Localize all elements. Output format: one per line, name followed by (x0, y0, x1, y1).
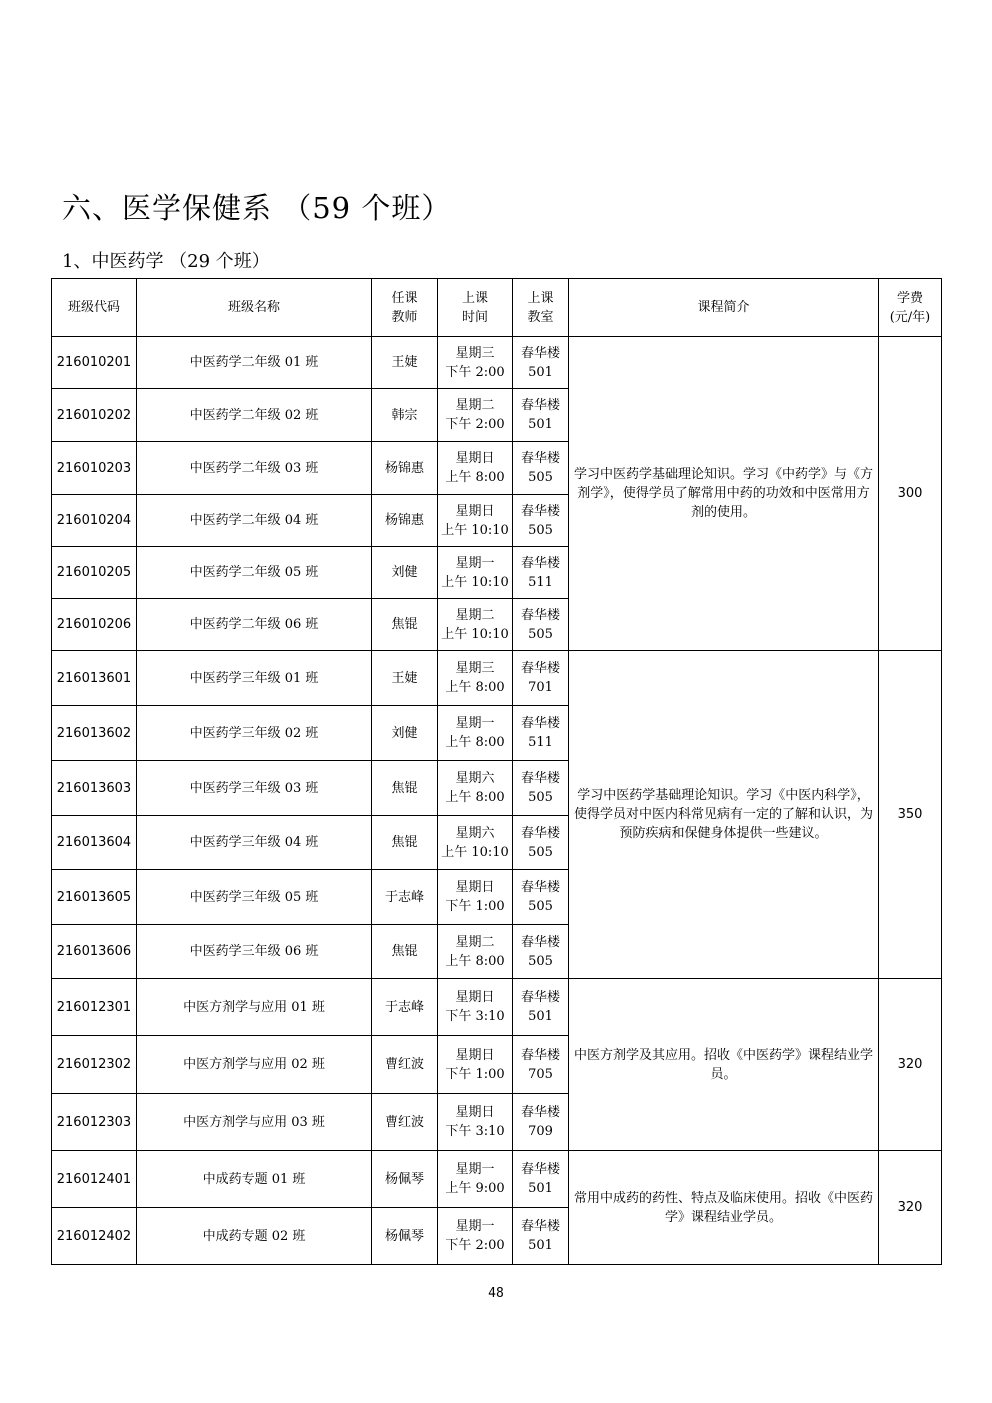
tuition-fee (879, 979, 942, 1151)
time-text: 下午 1:00 (445, 899, 505, 914)
classroom (513, 442, 569, 495)
teacher-text: 焦锟 (391, 835, 418, 850)
class-code (52, 761, 137, 816)
day-text: 星期一 (455, 716, 495, 731)
time-text: 下午 3:10 (445, 1124, 505, 1139)
day-text: 星期日 (455, 451, 495, 466)
building-text: 春华楼 (520, 1047, 560, 1063)
tuition-fee (879, 1151, 942, 1265)
teacher (372, 1208, 438, 1265)
class-time (438, 1151, 513, 1208)
teacher (372, 761, 438, 816)
class-code-text: 216012303 (56, 1114, 132, 1130)
day-text: 星期二 (455, 934, 495, 950)
building-text: 春华楼 (520, 880, 560, 895)
building-text: 春华楼 (520, 398, 560, 413)
day-text: 星期六 (455, 771, 495, 786)
classroom (513, 599, 569, 651)
day-text: 星期二 (455, 398, 495, 413)
tuition-fee-text: 320 (897, 1200, 923, 1215)
day-text: 星期日 (455, 880, 495, 895)
teacher (372, 925, 438, 979)
time-text: 上午 10:10 (441, 574, 509, 590)
teacher-text: 曹红波 (384, 1114, 424, 1130)
building-text: 春华楼 (520, 345, 560, 361)
class-code (52, 1094, 137, 1151)
course-intro (569, 1151, 879, 1265)
room-text: 701 (528, 680, 553, 695)
day-text: 星期三 (455, 345, 495, 361)
teacher (372, 706, 438, 761)
class-name (137, 547, 372, 599)
class-code-text: 216010205 (56, 565, 132, 580)
room-text: 505 (528, 844, 553, 860)
building-text: 春华楼 (520, 503, 560, 519)
day-text: 星期三 (455, 661, 495, 676)
class-name (137, 979, 372, 1036)
class-code-text: 216012401 (56, 1171, 132, 1187)
teacher (372, 870, 438, 925)
teacher-text: 韩宗 (391, 407, 418, 423)
class-code (52, 870, 137, 925)
building-text: 春华楼 (520, 825, 560, 841)
tuition-fee-text: 300 (897, 486, 923, 501)
day-text: 星期日 (455, 503, 495, 519)
class-time (438, 651, 513, 706)
class-code (52, 925, 137, 979)
time-text: 上午 9:00 (445, 1181, 505, 1196)
table-header-row (52, 279, 942, 337)
class-code-text: 216012402 (56, 1228, 132, 1244)
teacher-text: 杨佩琴 (384, 1171, 424, 1187)
class-time (438, 389, 513, 442)
table-row (52, 651, 942, 706)
class-time (438, 1208, 513, 1265)
teacher-text: 刘健 (391, 565, 418, 580)
class-time (438, 979, 513, 1036)
class-name (137, 870, 372, 925)
teacher-text: 杨锦惠 (384, 513, 424, 528)
class-code-text: 216012301 (56, 999, 132, 1015)
room-text: 501 (528, 1181, 553, 1196)
page-number: 48 (488, 1286, 504, 1301)
class-name-text: 中医药学三年级 01 班 (189, 670, 319, 686)
class-code-text: 216012302 (56, 1057, 132, 1072)
class-code-text: 216013604 (56, 835, 132, 850)
class-name-text: 中医药学二年级 04 班 (189, 513, 319, 528)
class-code (52, 1208, 137, 1265)
classroom (513, 925, 569, 979)
class-name-text: 中成药专题 02 班 (202, 1228, 306, 1244)
tuition-fee (879, 651, 942, 979)
day-text: 星期一 (455, 555, 495, 571)
teacher (372, 389, 438, 442)
building-text: 春华楼 (520, 716, 560, 731)
teacher (372, 547, 438, 599)
course-intro-text: 中医方剂学及其应用。招收《中医药学》课程结业学员。 (573, 1047, 873, 1082)
classroom (513, 651, 569, 706)
room-text: 511 (528, 735, 553, 750)
classroom (513, 389, 569, 442)
room-text: 501 (528, 1238, 553, 1253)
teacher (372, 442, 438, 495)
teacher (372, 1094, 438, 1151)
table-row (52, 979, 942, 1036)
class-time (438, 816, 513, 870)
class-time (438, 599, 513, 651)
header-teacher: 任课 教师 (372, 279, 438, 337)
class-code-text: 216010204 (56, 513, 132, 528)
teacher (372, 1036, 438, 1094)
class-code (52, 816, 137, 870)
table-row (52, 1151, 942, 1208)
classroom (513, 761, 569, 816)
class-name (137, 442, 372, 495)
course-table (51, 278, 942, 1265)
class-name (137, 925, 372, 979)
class-time (438, 706, 513, 761)
class-code (52, 389, 137, 442)
building-text: 春华楼 (520, 607, 560, 623)
teacher (372, 599, 438, 651)
class-code-text: 216013603 (56, 780, 132, 796)
time-text: 上午 10:10 (441, 626, 509, 642)
tuition-fee-text: 320 (897, 1057, 923, 1072)
class-code-text: 216010202 (56, 407, 132, 423)
classroom (513, 870, 569, 925)
time-text: 下午 2:00 (445, 364, 505, 380)
course-intro (569, 337, 879, 651)
class-name-text: 中医药学二年级 03 班 (189, 460, 319, 476)
class-name (137, 761, 372, 816)
room-text: 501 (528, 417, 553, 432)
subsection-title: 1、中医药学 （29 个班） (62, 251, 270, 272)
course-intro-text: 常用中成药的药性、特点及临床使用。招收《中医药学》课程结业学员。 (573, 1190, 873, 1225)
day-text: 星期日 (455, 990, 495, 1005)
room-text: 505 (528, 626, 553, 642)
class-name-text: 中医药学二年级 01 班 (189, 355, 319, 370)
classroom (513, 706, 569, 761)
classroom (513, 1151, 569, 1208)
class-name (137, 1036, 372, 1094)
teacher-text: 于志峰 (384, 889, 424, 905)
class-code (52, 442, 137, 495)
time-text: 下午 3:10 (445, 1009, 505, 1024)
teacher-text: 王婕 (391, 355, 418, 370)
class-time (438, 925, 513, 979)
class-name (137, 599, 372, 651)
teacher (372, 651, 438, 706)
time-text: 下午 2:00 (445, 1238, 505, 1253)
building-text: 春华楼 (520, 1219, 560, 1234)
teacher-text: 焦锟 (391, 617, 418, 632)
class-code (52, 599, 137, 651)
building-text: 春华楼 (520, 771, 560, 786)
class-name-text: 中成药专题 01 班 (202, 1171, 306, 1187)
class-name (137, 389, 372, 442)
time-text: 上午 8:00 (445, 735, 505, 750)
day-text: 星期二 (455, 607, 495, 623)
building-text: 春华楼 (520, 451, 560, 466)
room-text: 505 (528, 790, 553, 805)
class-name (137, 706, 372, 761)
header-room: 上课 教室 (513, 279, 569, 337)
class-name-text: 中医方剂学与应用 03 班 (183, 1114, 325, 1130)
class-time (438, 495, 513, 547)
class-code (52, 337, 137, 389)
time-text: 下午 2:00 (445, 417, 505, 432)
building-text: 春华楼 (520, 661, 560, 676)
class-code-text: 216010206 (56, 617, 132, 632)
header-intro: 课程简介 (569, 279, 879, 337)
day-text: 星期一 (455, 1219, 495, 1234)
day-text: 星期一 (455, 1162, 495, 1177)
course-intro (569, 651, 879, 979)
teacher-text: 曹红波 (384, 1057, 424, 1072)
class-code-text: 216013606 (56, 944, 132, 959)
class-time (438, 761, 513, 816)
class-name-text: 中医药学三年级 02 班 (189, 725, 319, 741)
building-text: 春华楼 (520, 934, 560, 950)
class-name (137, 337, 372, 389)
building-text: 春华楼 (520, 1162, 560, 1177)
room-text: 511 (528, 574, 553, 590)
room-text: 501 (528, 364, 553, 380)
teacher (372, 495, 438, 547)
time-text: 上午 10:10 (441, 844, 509, 860)
class-name-text: 中医药学三年级 04 班 (189, 835, 319, 850)
room-text: 505 (528, 953, 553, 969)
classroom (513, 1036, 569, 1094)
room-text: 505 (528, 470, 553, 485)
class-time (438, 547, 513, 599)
class-code-text: 216013601 (56, 670, 132, 686)
time-text: 上午 10:10 (441, 522, 509, 538)
classroom (513, 337, 569, 389)
tuition-fee (879, 337, 942, 651)
room-text: 505 (528, 522, 553, 538)
teacher-text: 杨佩琴 (384, 1228, 424, 1244)
header-class-code: 班级代码 (52, 279, 137, 337)
class-name (137, 651, 372, 706)
header-time: 上课 时间 (438, 279, 513, 337)
classroom (513, 816, 569, 870)
day-text: 星期六 (455, 825, 495, 841)
class-name (137, 495, 372, 547)
classroom (513, 979, 569, 1036)
teacher-text: 于志峰 (384, 999, 424, 1015)
teacher-text: 刘健 (391, 725, 418, 741)
building-text: 春华楼 (520, 1105, 560, 1120)
teacher (372, 816, 438, 870)
course-intro-text: 学习中医药学基础理论知识。学习《中医内科学》，使得学员对中医内科常见病有一定的了解和认识，为预防疾病和保健身体提供一些建议。 (573, 788, 873, 841)
teacher-text: 焦锟 (391, 780, 418, 796)
teacher (372, 979, 438, 1036)
time-text: 上午 8:00 (445, 470, 505, 485)
teacher-text: 杨锦惠 (384, 460, 424, 476)
class-code (52, 495, 137, 547)
time-text: 上午 8:00 (445, 790, 505, 805)
time-text: 上午 8:00 (445, 680, 505, 695)
course-intro (569, 979, 879, 1151)
class-name-text: 中医方剂学与应用 02 班 (183, 1057, 325, 1072)
teacher-text: 王婕 (391, 670, 418, 686)
class-name (137, 1208, 372, 1265)
building-text: 春华楼 (520, 990, 560, 1005)
class-name-text: 中医药学二年级 05 班 (189, 565, 319, 580)
teacher (372, 337, 438, 389)
section-title: 六、医学保健系 （59 个班） (62, 191, 452, 225)
room-text: 501 (528, 1009, 553, 1024)
room-text: 705 (528, 1066, 553, 1082)
room-text: 505 (528, 899, 553, 914)
classroom (513, 547, 569, 599)
teacher-text: 焦锟 (391, 944, 418, 959)
class-code-text: 216013602 (56, 725, 132, 741)
class-name-text: 中医药学三年级 06 班 (189, 944, 319, 959)
class-time (438, 1036, 513, 1094)
classroom (513, 495, 569, 547)
classroom (513, 1094, 569, 1151)
class-code-text: 216013605 (56, 889, 132, 905)
class-name-text: 中医药学二年级 02 班 (189, 407, 319, 423)
class-time (438, 337, 513, 389)
day-text: 星期日 (455, 1047, 495, 1063)
course-intro-text: 学习中医药学基础理论知识。学习《中药学》与《方剂学》，使得学员了解常用中药的功效和中医常用方剂的使用。 (573, 467, 873, 520)
class-time (438, 1094, 513, 1151)
class-name (137, 1151, 372, 1208)
time-text: 上午 8:00 (445, 953, 505, 969)
class-code (52, 706, 137, 761)
class-time (438, 870, 513, 925)
table-row (52, 337, 942, 389)
time-text: 下午 1:00 (445, 1066, 505, 1082)
class-name (137, 1094, 372, 1151)
class-code-text: 216010203 (56, 460, 132, 476)
tuition-fee-text: 350 (897, 807, 923, 822)
class-name (137, 816, 372, 870)
teacher (372, 1151, 438, 1208)
class-name-text: 中医方剂学与应用 01 班 (183, 999, 325, 1015)
class-code (52, 979, 137, 1036)
building-text: 春华楼 (520, 555, 560, 571)
class-code (52, 547, 137, 599)
class-code (52, 1151, 137, 1208)
header-fee: 学费 (元/年) (879, 279, 942, 337)
class-code-text: 216010201 (56, 355, 132, 370)
class-name-text: 中医药学二年级 06 班 (189, 617, 319, 632)
class-time (438, 442, 513, 495)
header-class-name: 班级名称 (137, 279, 372, 337)
class-name-text: 中医药学三年级 03 班 (189, 780, 319, 796)
class-code (52, 651, 137, 706)
class-code (52, 1036, 137, 1094)
room-text: 709 (528, 1124, 553, 1139)
class-name-text: 中医药学三年级 05 班 (189, 889, 319, 905)
day-text: 星期日 (455, 1105, 495, 1120)
classroom (513, 1208, 569, 1265)
